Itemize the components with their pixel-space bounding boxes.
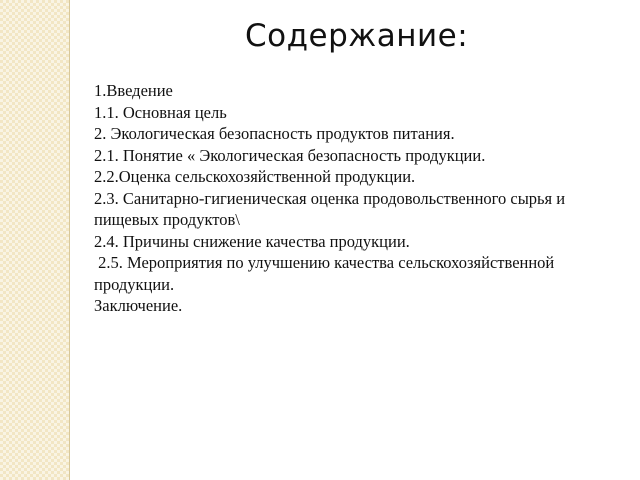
toc-item-2-4: 2.4. Причины снижение качества продукции. (94, 231, 410, 251)
toc-item-2-1: 2.1. Понятие « Экологическая безопасность продукции. (94, 145, 486, 165)
toc-item-2-5: 2.5. Мероприятия по улучшению качества сельскохозяйственной продукции. (94, 253, 559, 294)
decorative-side-strip (0, 0, 70, 480)
slide-title: Содержание: (245, 18, 469, 54)
toc-item-2: 2. Экологическая безопасность продуктов питания. (94, 124, 455, 143)
toc-item-introduction: 1.Введение (94, 81, 173, 100)
toc-item-1-1: 1.1. Основная цель (94, 102, 227, 122)
toc-item-conclusion: Заключение. (94, 296, 183, 315)
toc-item-2-2: 2.2.Оценка сельскохозяйственной продукции. (94, 167, 416, 186)
table-of-contents (94, 80, 614, 317)
toc-item-2-3: 2.3. Санитарно-гигиеническая оценка продовольственного сырья и пищевых продуктов\ (94, 188, 570, 229)
